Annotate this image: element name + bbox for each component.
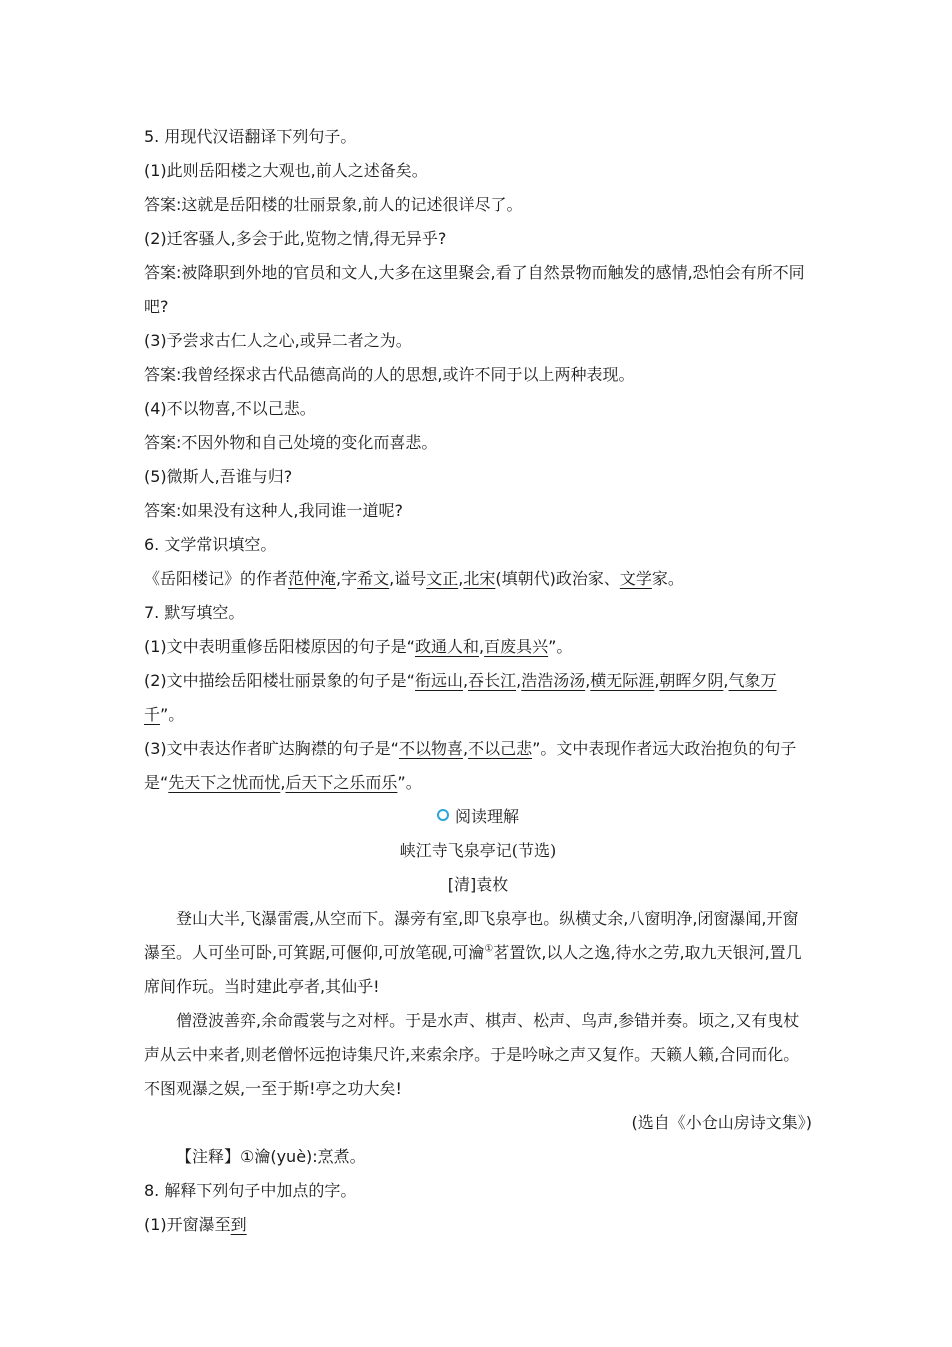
q7-text: (3)文中表达作者旷达胸襟的句子是“ (144, 739, 399, 758)
circle-bullet-icon (437, 809, 449, 821)
q7-text: (1)文中表明重修岳阳楼原因的句子是“ (144, 637, 415, 656)
q5-title: 5. 用现代汉语翻译下列句子。 (144, 127, 357, 146)
q7-blank: 浩浩汤汤 (521, 671, 586, 690)
q6-blank-author: 范仲淹 (288, 569, 337, 588)
paragraph-text: 茗置饮,以人之逸,待水之劳,取九天银河,置几席间作玩。当时建此亭者,其仙乎! (144, 943, 802, 996)
q7-2: (2)文中描绘岳阳楼壮丽景象的句子是“衔远山,吞长江,浩浩汤汤,横无际涯,朝晖夕阴,气象万千”。 (144, 671, 777, 724)
passage-author: [清]袁枚 (447, 875, 509, 894)
q8-blank: 到 (230, 1215, 247, 1234)
q5-1-question: (1)此则岳阳楼之大观也,前人之述备矣。 (144, 161, 428, 180)
q6-blank-dynasty: 北宋 (463, 569, 496, 588)
section-heading-label: 阅读理解 (454, 807, 519, 826)
document-page (144, 120, 812, 1242)
q7-blank: 百废具兴 (484, 637, 549, 656)
paragraph-text: 登山大半,飞瀑雷震,从空而下。瀑旁有室,即飞泉亭也。纵横丈余,八窗明净,闭窗瀑闻,开窗瀑至。人可坐可卧,可箕踞,可偃仰,可放笔砚,可瀹 (144, 909, 799, 962)
q6-blank-posthumous-name: 文正 (426, 569, 459, 588)
passage-paragraph-1 (144, 902, 812, 1004)
q8-title: 8. 解释下列句子中加点的字。 (144, 1181, 357, 1200)
q7-blank: 不以己悲 (468, 739, 533, 758)
q5-5-question: (5)微斯人,吾谁与归? (144, 467, 293, 486)
q7-blank: 后天下之乐而乐 (285, 773, 398, 792)
q7-3: (3)文中表达作者旷达胸襟的句子是“不以物喜,不以己悲”。文中表现作者远大政治抱负的句子是“先天下之忧而忧,后天下之乐而乐”。 (144, 739, 797, 792)
q6-text: 家。 (651, 569, 684, 588)
q7-blank: 不以物喜 (398, 739, 463, 758)
q7-text: (2)文中描绘岳阳楼壮丽景象的句子是“ (144, 671, 415, 690)
q7-blank: 衔远山 (414, 671, 463, 690)
q5-1-answer: 答案:这就是岳阳楼的壮丽景象,前人的记述很详尽了。 (144, 195, 523, 214)
q5-3-question: (3)予尝求古仁人之心,或异二者之为。 (144, 331, 412, 350)
footnote-marker: ① (484, 943, 494, 955)
q6-text: 《岳阳楼记》的作者 (144, 569, 289, 588)
q7-text: ”。 (160, 705, 185, 724)
passage-note: 【注释】①瀹(yuè):烹煮。 (176, 1147, 366, 1166)
q5-5-answer: 答案:如果没有这种人,我同谁一道呢? (144, 501, 403, 520)
passage-source: (选自《小仓山房诗文集》) (631, 1113, 812, 1132)
q7-title: 7. 默写填空。 (144, 603, 245, 622)
q6-blank-courtesy-name: 希文 (357, 569, 390, 588)
q5-2-question: (2)迁客骚人,多会于此,览物之情,得无异乎? (144, 229, 447, 248)
q7-blank: 朝晖夕阴 (659, 671, 724, 690)
passage-title: 峡江寺飞泉亭记(节选) (399, 841, 557, 860)
q6-text: , (458, 569, 464, 588)
q7-text: ”。文中表现作者远大政治抱负的句子是“ (144, 739, 797, 792)
q5-4-answer: 答案:不因外物和自己处境的变化而喜悲。 (144, 433, 438, 452)
q7-text: ”。 (548, 637, 573, 656)
q6-text: (填朝代)政治家、 (495, 569, 620, 588)
q7-text: , (478, 637, 485, 656)
q7-text: ”。 (397, 773, 422, 792)
q7-blank: 政通人和 (414, 637, 479, 656)
q7-blank: 先天下之忧而忧 (168, 773, 281, 792)
q8-1 (144, 1208, 812, 1242)
q6-text: ,字 (336, 569, 358, 588)
q7-blank: 气象万千 (144, 671, 777, 724)
q7-blank: 横无际涯 (590, 671, 655, 690)
q8-text: (1)开窗瀑至 (144, 1215, 231, 1234)
q6-title: 6. 文学常识填空。 (144, 535, 277, 554)
q7-1 (144, 630, 812, 664)
q5-3-answer: 答案:我曾经探求古代品德高尚的人的思想,或许不同于以上两种表现。 (144, 365, 635, 384)
section-heading (144, 800, 812, 834)
q7-blank: 吞长江 (468, 671, 517, 690)
q6-answer (144, 562, 812, 596)
q5-4-question: (4)不以物喜,不以己悲。 (144, 399, 316, 418)
q5-2-answer: 答案:被降职到外地的官员和文人,大多在这里聚会,看了自然景物而触发的感情,恐怕会有所不同吧? (144, 263, 805, 316)
q6-blank-role: 文学 (619, 569, 652, 588)
passage-paragraph-2: 僧澄波善弈,余命霞裳与之对枰。于是水声、棋声、松声、鸟声,参错并奏。顷之,又有曳杖声从云中来者,则老僧怀远抱诗集尺许,来索余序。于是吟咏之声又复作。天籁人籁,合同而化。不图观瀑之娱,一至于斯!亭之功大矣! (144, 1011, 800, 1098)
q6-text: ,谥号 (389, 569, 427, 588)
